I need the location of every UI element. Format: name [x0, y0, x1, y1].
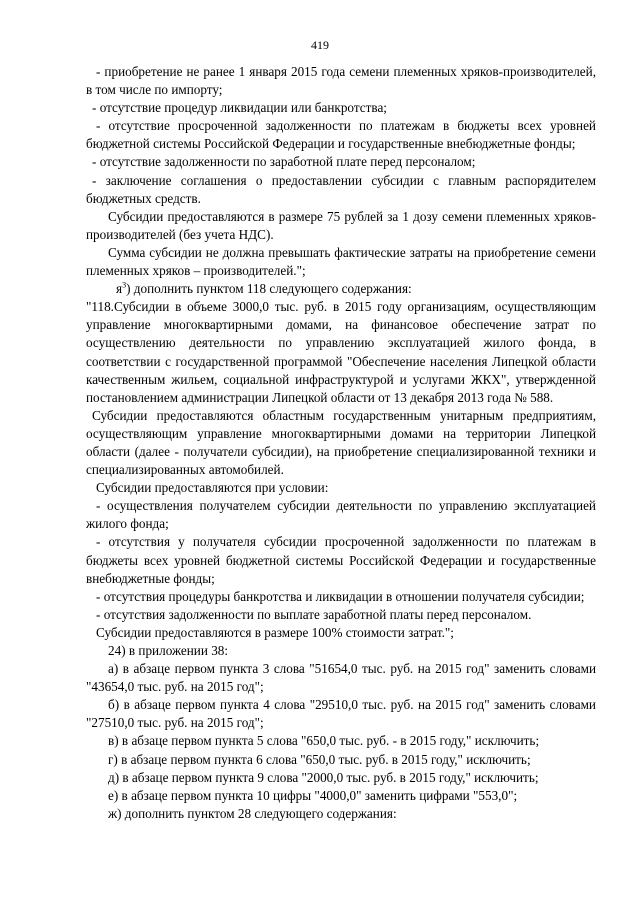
page-number: 419: [311, 38, 329, 52]
paragraph-2: - отсутствие процедур ликвидации или банкротства;: [92, 100, 387, 116]
paragraph-8-post: ) дополнить пунктом 118 следующего содержания:: [126, 281, 412, 297]
paragraph-3: - отсутствие просроченной задолженности по платежам в бюджеты всех уровней бюджетной системы Российской Федерации и государственные внебюджетные фонды;: [86, 118, 596, 152]
paragraph-9: "118.Субсидии в объеме 3000,0 тыс. руб. в 2015 году организациям, осуществляющим управление многоквартирными домами, на финансовое обеспечение затрат по осуществлению деятельности по управлению эксплуатацией жилого фонда, в соответствии с государственной программой "Обеспечение населения Липецкой области качественным жильем, социальной инфраструктурой и услугами ЖКХ", утвержденной постановлением администрации Липецкой области от 13 декабря 2013 года № 588.: [86, 299, 596, 405]
paragraph-23: е) в абзаце первом пункта 10 цифры "4000,0" заменить цифрами "553,0";: [108, 787, 518, 803]
paragraph-16: Субсидии предоставляются в размере 100% стоимости затрат.";: [96, 624, 454, 640]
paragraph-17: 24) в приложении 38:: [108, 643, 229, 658]
paragraph-8-pre: я: [116, 281, 123, 297]
paragraph-22: д) в абзаце первом пункта 9 слова "2000,0 тыс. руб. в 2015 году," исключить;: [108, 769, 539, 785]
paragraph-1: - приобретение не ранее 1 января 2015 года семени племенных хряков-производителей, в том числе по импорту;: [86, 64, 596, 98]
paragraph-18: а) в абзаце первом пункта 3 слова "51654,0 тыс. руб. на 2015 год" заменить словами "43654,0 тыс. руб. на 2015 год";: [86, 661, 596, 695]
paragraph-13: - отсутствия у получателя субсидии просроченной задолженности по платежам в бюджеты всех уровней бюджетной системы Российской Федерации и государственные внебюджетные фонды;: [86, 534, 596, 586]
paragraph-15: - отсутствия задолженности по выплате заработной платы перед персоналом.: [96, 606, 532, 622]
paragraph-6: Субсидии предоставляются в размере 75 рублей за 1 дозу семени племенных хряков-производителей (без учета НДС).: [86, 208, 596, 242]
paragraph-20: в) в абзаце первом пункта 5 слова "650,0 тыс. руб. - в 2015 году," исключить;: [108, 733, 540, 749]
paragraph-14: - отсутствия процедуры банкротства и ликвидации в отношении получателя субсидии;: [96, 588, 585, 604]
paragraph-4: - отсутствие задолженности по заработной плате перед персоналом;: [92, 154, 476, 170]
paragraph-19: б) в абзаце первом пункта 4 слова "29510,0 тыс. руб. на 2015 год" заменить словами "27510,0 тыс. руб. на 2015 год";: [86, 697, 596, 731]
paragraph-7: Сумма субсидии не должна превышать фактические затраты на приобретение семени племенных хряков – производителей.";: [86, 244, 596, 279]
paragraph-24: ж) дополнить пунктом 28 следующего содержания:: [108, 805, 397, 821]
paragraph-8: [86, 280, 596, 298]
paragraph-11: Субсидии предоставляются при условии:: [96, 480, 329, 496]
paragraph-10: Субсидии предоставляются областным государственным унитарным предприятиям, осуществляющим управление многоквартирными домами на территории Липецкой области (далее - получатели субсидии), на приобретение специализированной техники и специализированных автомобилей.: [86, 407, 596, 478]
paragraph-12: - осуществления получателем субсидии деятельности по управлению эксплуатацией жилого фонда;: [86, 498, 596, 532]
document-body: [86, 63, 596, 823]
paragraph-8-sup: 3: [122, 280, 127, 290]
paragraph-5: - заключение соглашения о предоставлении субсидии с главным распорядителем бюджетных средств.: [86, 172, 596, 206]
paragraph-21: г) в абзаце первом пункта 6 слова "650,0 тыс. руб. в 2015 году," исключить;: [108, 751, 531, 767]
